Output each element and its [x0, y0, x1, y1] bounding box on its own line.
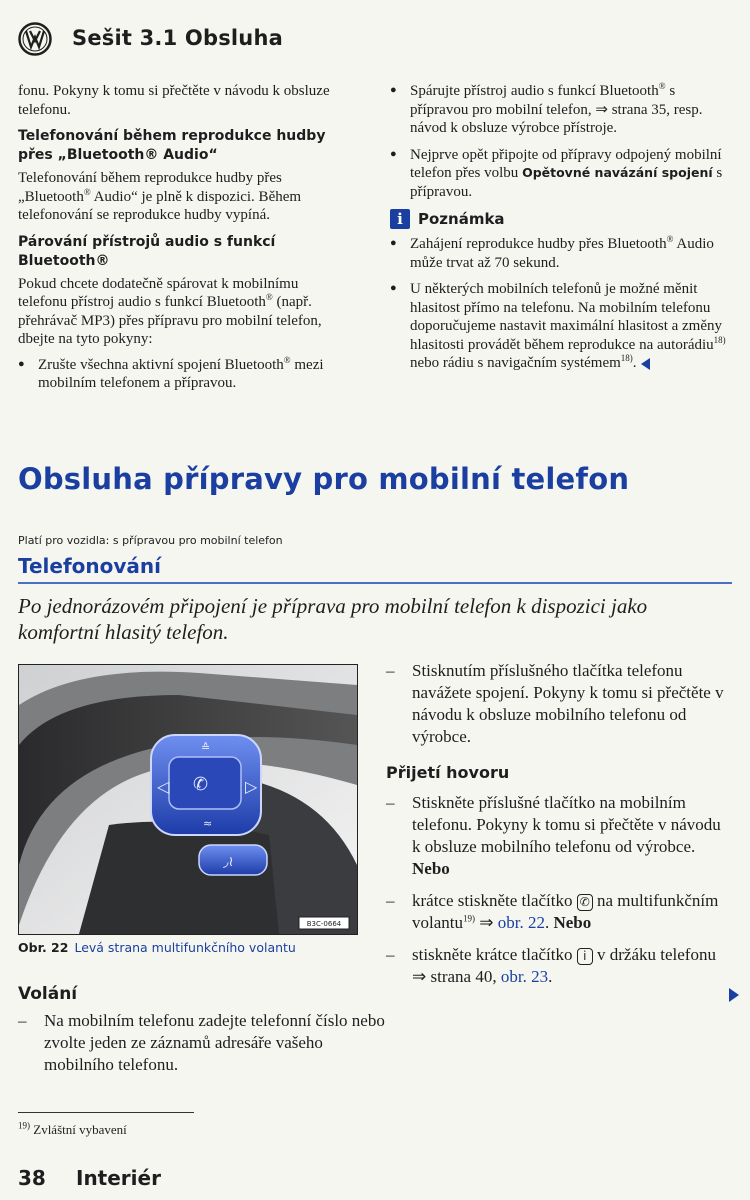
svg-text:✆: ✆ [193, 774, 209, 795]
footer-section: Interiér [76, 1166, 161, 1190]
step-item: – krátce stiskněte tlačítko ✆ na multifunkčním volantu$^{19)}$ ⇒ obr. 22. Nebo [386, 890, 732, 934]
step-item: – Stisknutím příslušného tlačítka telefonu navážete spojení. Pokyny k tomu si přečtěte v návodu k obsluze mobilního telefonu od výrobce. [386, 660, 732, 748]
note-item: ● U některých mobilních telefonů je možné měnit hlasitost přímo na telefonu. Na mobilním telefonu doporučujeme nastavit maximální hlasitost a změny hlasitosti provádět během reprodukce na autorádiu$^{18)}$ nebo rádiu s navigačním systémem$^{18)}$. [390, 280, 730, 373]
page-number: 38 [18, 1166, 46, 1190]
svg-text:◁: ◁ [157, 777, 170, 796]
note-heading [390, 209, 730, 229]
bullet-item: ● Nejprve opět připojte od přípravy odpojený mobilní telefon přes volbu Opětovné navázání spojení s přípravou. [390, 146, 730, 202]
vw-logo-icon [18, 22, 52, 56]
heading-parovani: Párování přístrojů audio s funkcí Bluetooth® [18, 233, 276, 269]
volani-text: – Na mobilním telefonu zadejte telefonní číslo nebo zvolte jeden ze záznamů adresáře vašeho mobilního telefonu. [18, 1010, 390, 1076]
note-item: ● Zahájení reprodukce hudby přes Bluetooth® Audio může trvat až 70 sekund. [390, 235, 730, 272]
heading-volani: Volání [18, 984, 78, 1004]
note-title: Poznámka [418, 209, 505, 228]
left-column [18, 82, 348, 401]
valid-for-note: Platí pro vozidla: s přípravou pro mobilní telefon [18, 534, 283, 547]
intro-text: Po jednorázovém připojení je příprava pro mobilní telefon k dispozici jako komfortní hlasitý telefon. [18, 594, 648, 644]
svg-text:≈: ≈ [203, 817, 213, 830]
heading-telefonovani-hudba: Telefonování během reprodukce hudby přes „Bluetooth® Audio“ [18, 128, 326, 163]
figure-link[interactable]: obr. 23 [500, 967, 549, 986]
paragraph: Telefonování během reprodukce hudby přes „Bluetooth® Audio“ je plně k dispozici. Během telefonování se reprodukce hudby vypíná. [18, 170, 302, 223]
divider [18, 582, 732, 584]
heading-prijeti-hovoru: Přijetí hovoru [386, 763, 510, 782]
page-header-title: Sešit 3.1 Obsluha [72, 26, 283, 50]
end-marker-icon [641, 358, 650, 370]
info-icon: i [390, 209, 410, 229]
continue-arrow-icon [729, 988, 739, 1002]
footnote-divider [18, 1112, 194, 1113]
right-column [390, 82, 730, 381]
bullet-item: ● Spárujte přístroj audio s funkcí Bluetooth® s přípravou pro mobilní telefon, ⇒ strana 35, resp. návod k obsluze výrobce přístroje. [390, 82, 730, 138]
paragraph: fonu. Pokyny k tomu si přečtěte v návodu k obsluze telefonu. [18, 83, 330, 118]
section-title: Obsluha přípravy pro mobilní telefon [18, 462, 630, 496]
svg-text:▷: ▷ [245, 777, 258, 796]
right-main-column [386, 660, 732, 998]
phone-key-icon: ✆ [577, 894, 593, 911]
bullet-item: ● Zrušte všechna aktivní spojení Bluetooth® mezi mobilním telefonem a přípravou. [18, 356, 348, 393]
steering-wheel-illustration [19, 665, 357, 934]
figure-code: B3C-0664 [306, 920, 342, 928]
step-item: – Stiskněte příslušné tlačítko na mobilním telefonu. Pokyny k tomu si přečtěte v návodu k obsluze mobilního telefonu od výrobce. Nebo [386, 792, 732, 880]
figure-link[interactable]: obr. 22 [497, 913, 545, 932]
footnote: $^{19)}$ Zvláštní vybavení [18, 1120, 127, 1137]
figure-caption: Obr. 22 Levá strana multifunkčního volantu [18, 940, 296, 955]
paragraph: Pokud chcete dodatečně spárovat k mobilnímu telefonu přístroj audio s funkcí Bluetooth® (např. přehrávač MP3) přes přípravu pro mobilní telefon, dbejte na tyto pokyny: [18, 275, 322, 347]
steering-wheel-figure [18, 664, 358, 935]
step-item: – stiskněte krátce tlačítko i v držáku telefonu ⇒ strana 40, obr. 23. [386, 944, 732, 988]
subsection-title: Telefonování [18, 554, 162, 578]
svg-text:≙: ≙ [201, 741, 211, 754]
svg-text:◞≀: ◞≀ [223, 854, 234, 870]
info-key-icon: i [577, 948, 593, 965]
